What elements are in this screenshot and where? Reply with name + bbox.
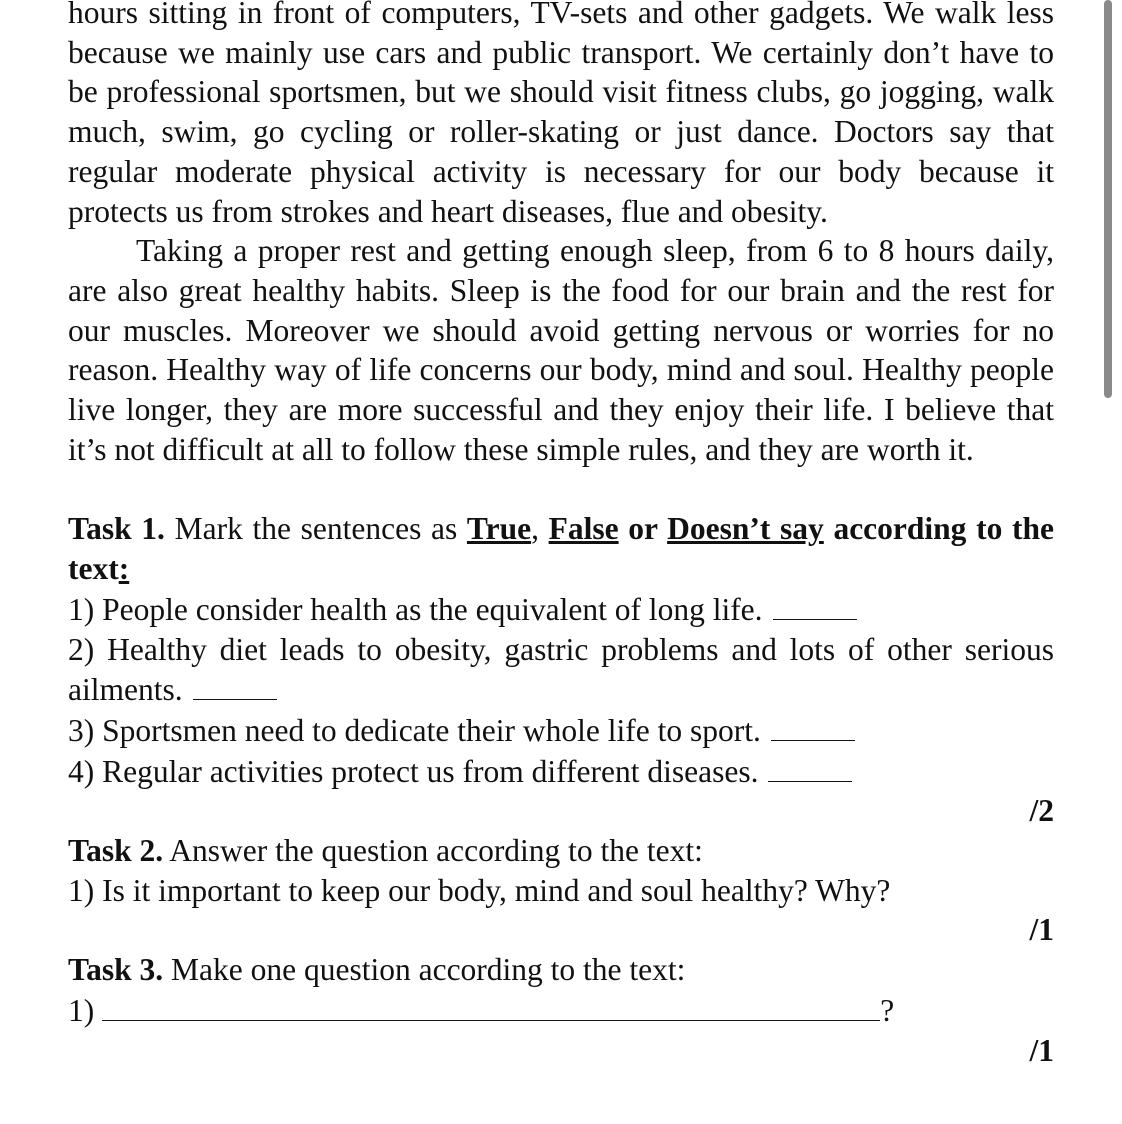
task-1-item-text: 2) Healthy diet leads to obesity, gastric problems and lots of other serious ailments.: [68, 631, 1054, 708]
task-1-colon: :: [118, 551, 130, 587]
question-blank[interactable]: [102, 990, 880, 1021]
task-3-label: Task 3.: [68, 952, 164, 988]
task-2-score: /1: [1029, 912, 1054, 948]
task-1-item-text: 4) Regular activities protect us from different diseases.: [68, 753, 759, 789]
task-1-comma: ,: [531, 511, 539, 547]
task-1-or: or: [618, 511, 668, 547]
task-2-label: Task 2.: [68, 833, 164, 869]
task-1-item: [68, 589, 1054, 630]
task-1-item: [68, 630, 1054, 710]
paragraph-1: hours sitting in front of computers, TV-sets and other gadgets. We walk less because we mainly use cars and public transport. We certainly don’t have to be professional sportsmen, but we should visit fitness clubs, go jogging, walk much, swim, go cycling or roller-skating or just dance. Doctors say that regular moderate physical activity is necessary for our body because it protects us from strokes and heart diseases, flue and obesity.: [68, 0, 1054, 229]
paragraph-2: Taking a proper rest and getting enough sleep, from 6 to 8 hours daily, are also great healthy habits. Sleep is the food for our brain and the rest for our muscles. Moreover we should avoid getting nervous or worries for no reason. Healthy way of life concerns our body, mind and soul. Healthy people live longer, they are more successful and they enjoy their life. I believe that it’s not difficult at all to follow these simple rules, and they are worth it.: [68, 233, 1054, 467]
task-1-score: /2: [1029, 793, 1054, 829]
task-3-question-mark: ?: [880, 992, 895, 1028]
task-3-score-line: [68, 1031, 1054, 1071]
task-2-question: 1) Is it important to keep our body, mind and soul healthy? Why?: [68, 872, 891, 908]
task-2-score-line: [68, 910, 1054, 950]
task-1-instruction-b: according to the text: [68, 511, 1054, 587]
answer-blank[interactable]: [768, 751, 852, 782]
option-doesnt-say: Doesn’t say: [667, 511, 824, 547]
answer-blank[interactable]: [193, 669, 277, 700]
task-1-item-text: 3) Sportsmen need to dedicate their whole life to sport.: [68, 712, 761, 748]
task-1-item: [68, 710, 1054, 751]
scrollbar[interactable]: [1104, 0, 1112, 398]
answer-blank[interactable]: [773, 589, 857, 620]
task-1-item: [68, 751, 1054, 792]
task-3-answer-line: [68, 990, 1054, 1031]
option-true: True: [466, 511, 532, 547]
answer-blank[interactable]: [771, 710, 855, 741]
task-3-heading: [68, 950, 1054, 990]
document-page: [68, 0, 1054, 1070]
task-1-item-text: 1) People consider health as the equivalent of long life.: [68, 591, 763, 627]
task-3-instruction: Make one question according to the text:: [163, 952, 686, 988]
task-1-instruction-a: Mark the sentences as: [164, 511, 467, 547]
task-3-score: /1: [1029, 1032, 1054, 1068]
task-2-instruction: Answer the question according to the text:: [163, 833, 703, 869]
task-1-heading: [68, 509, 1054, 588]
task-1-label: Task 1.: [68, 511, 165, 547]
task-3-item-number: 1): [68, 992, 95, 1028]
spacer: [68, 469, 1054, 509]
task-2-heading: [68, 831, 1054, 871]
task-1-score-line: [68, 791, 1054, 831]
option-false: False: [548, 511, 619, 547]
